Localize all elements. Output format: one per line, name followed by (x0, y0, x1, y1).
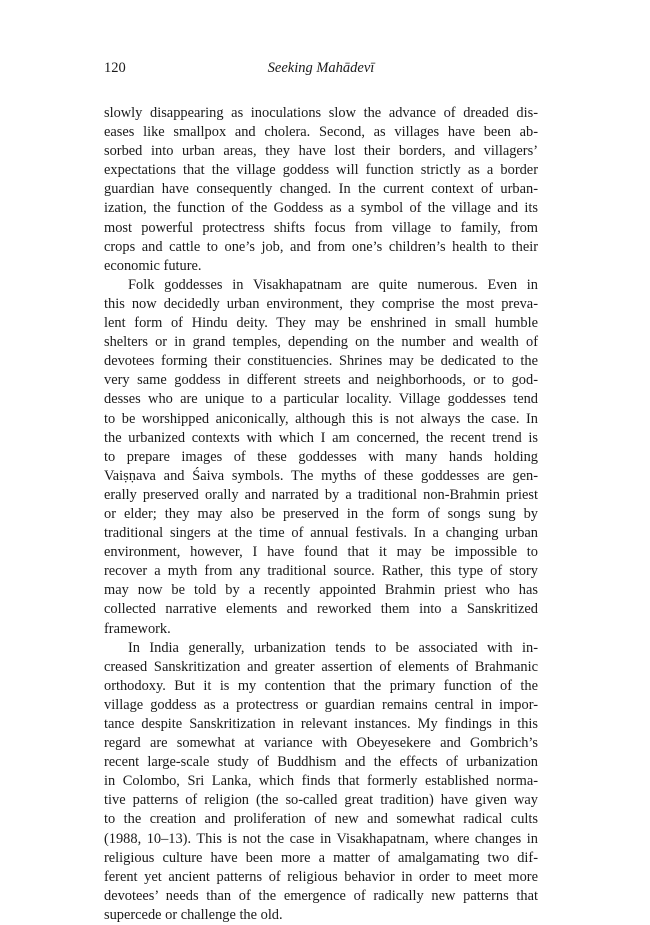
text-line: orthodoxy. But it is my contention that the primary function of the (104, 677, 538, 694)
text-line: (1988, 10–13). This is not the case in Visakhapatnam, where changes in (104, 830, 538, 847)
text-line: very same goddess in different streets and neighborhoods, or to god- (104, 372, 538, 389)
text-line: tive patterns of religion (the so-called great tradition) have given way (104, 792, 538, 809)
text-line: Vaiṣṇava and Śaiva symbols. The myths of these goddesses are gen- (104, 467, 538, 484)
text-line: sorbed into urban areas, they have lost their borders, and villagers’ (104, 143, 538, 160)
text-line: traditional singers at the time of annual festivals. In a changing urban (104, 525, 538, 542)
text-line: religious culture have been more a matter of amalgamating two dif- (104, 849, 538, 866)
running-title: Seeking Mahādevī (267, 60, 375, 76)
text-line: framework. (104, 620, 171, 637)
text-line: desses who are unique to a particular locality. Village goddesses tend (104, 391, 538, 408)
text-line: collected narrative elements and reworked them into a Sanskritized (104, 601, 538, 618)
text-line: devotees’ needs than of the emergence of radically new patterns that (104, 887, 538, 904)
text-line: In India generally, urbanization tends to be associated with in- (128, 639, 538, 656)
paragraph (104, 104, 538, 276)
text-line: Folk goddesses in Visakhapatnam are quite numerous. Even in (128, 276, 538, 293)
text-line: lent form of Hindu deity. They may be enshrined in small humble (104, 315, 538, 332)
text-line: expectations that the village goddess will function strictly as a border (104, 162, 538, 179)
text-line: most powerful protectress shifts focus from village to family, from (104, 219, 538, 236)
text-line: supercede or challenge the old. (104, 906, 283, 923)
text-line: tance despite Sanskritization in relevant instances. My findings in this (104, 716, 538, 732)
text-line: eases like smallpox and cholera. Second, as villages have been ab- (104, 124, 538, 141)
text-line: may now be told by a recently appointed Brahmin priest who has (104, 582, 538, 599)
text-line: the urbanized contexts with which I am concerned, the recent trend is (104, 429, 538, 446)
text-line: guardian have consequently changed. In the current context of urban- (104, 181, 538, 198)
text-line: regard are somewhat at variance with Obeyesekere and Gombrich’s (104, 735, 538, 752)
text-line: recent large-scale study of Buddhism and the effects of urbanization (104, 754, 538, 771)
text-line: to be worshipped aniconically, although this is not always the case. In (104, 410, 538, 427)
text-line: creased Sanskritization and greater assertion of elements of Brahmanic (104, 658, 538, 675)
text-line: economic future. (104, 257, 202, 274)
text-line: to the creation and proliferation of new and somewhat radical cults (104, 811, 538, 828)
text-line: shelters or in grand temples, depending on the number and wealth of (104, 334, 538, 351)
paragraph (104, 639, 538, 925)
text-line: recover a myth from any traditional source. Rather, this type of story (104, 563, 538, 580)
text-line: in Colombo, Sri Lanka, which finds that formerly established norma- (104, 773, 538, 790)
text-line: ferent yet ancient patterns of religious behavior in order to meet more (104, 868, 538, 885)
text-line: devotees forming their constituencies. Shrines may be dedicated to the (104, 353, 538, 370)
text-line: or elder; they may also be preserved in the form of songs sung by (104, 505, 538, 522)
text-line: to prepare images of these goddesses with many hands holding (104, 448, 538, 465)
page-number: 120 (104, 60, 126, 76)
text-line: slowly disappearing as inoculations slow the advance of dreaded dis- (104, 105, 538, 121)
text-line: environment, however, I have found that it may be impossible to (104, 544, 538, 561)
text-line: erally preserved orally and narrated by a traditional non-Brahmin priest (104, 486, 538, 503)
paragraph (104, 276, 538, 639)
text-line: village goddess as a protectress or guardian remains central in impor- (104, 696, 538, 713)
text-line: crops and cattle to one’s job, and from one’s children’s health to their (104, 238, 538, 255)
book-page (104, 58, 538, 925)
text-line: this now decidedly urban environment, they comprise the most preva- (104, 295, 538, 312)
running-head (104, 58, 538, 78)
body-text (104, 104, 538, 925)
text-line: ization, the function of the Goddess as a symbol of the village and its (104, 200, 538, 217)
